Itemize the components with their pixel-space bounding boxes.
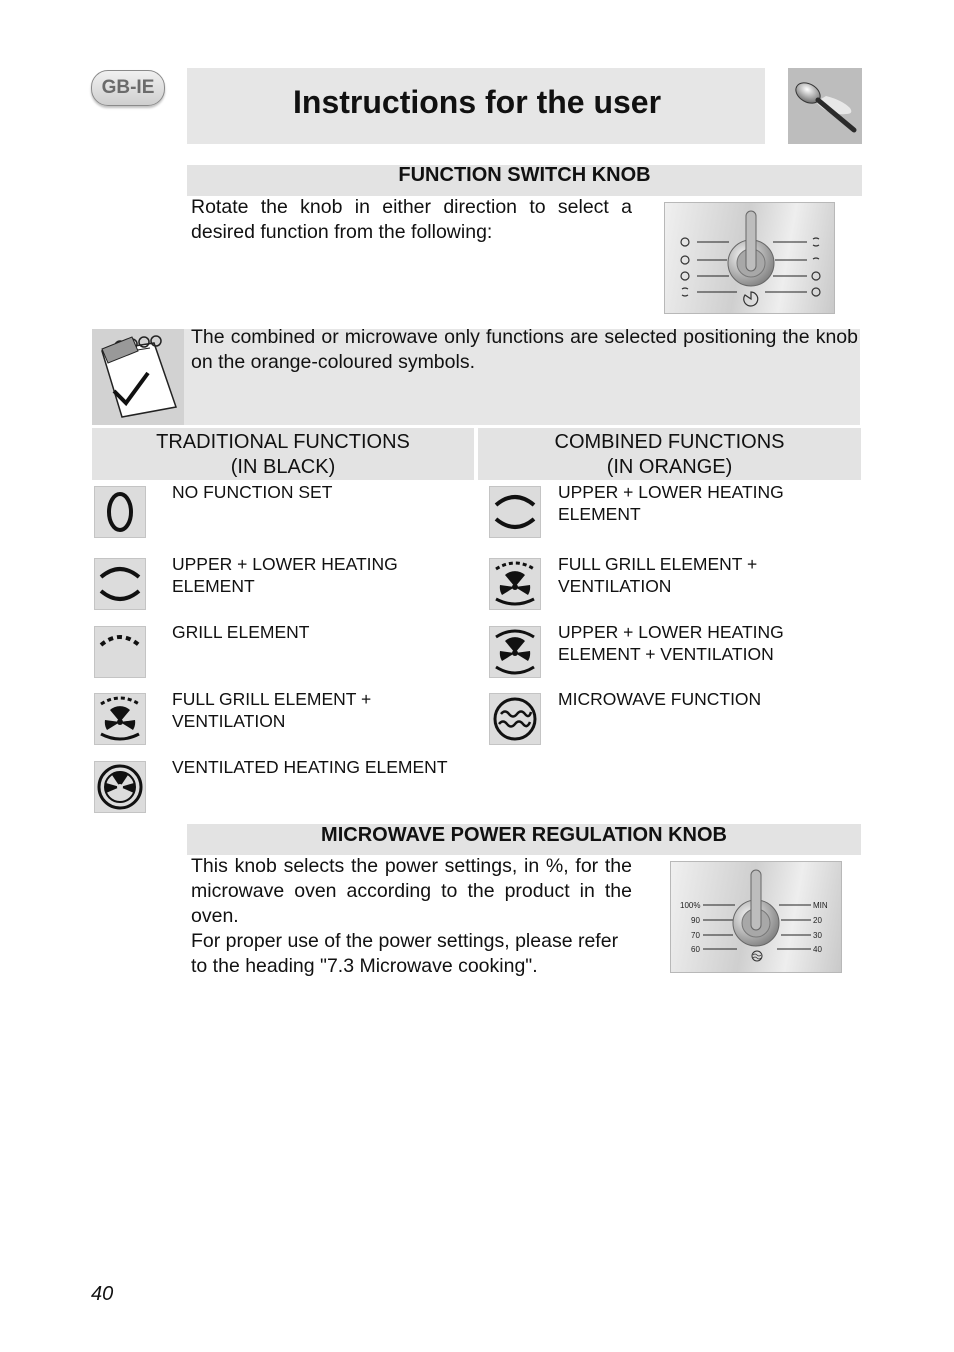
note-text: The combined or microwave only functions are selected positioning the knob on the orange-coloured symbols.	[191, 326, 858, 373]
combined-functions-heading	[478, 428, 861, 480]
traditional-label-2: UPPER + LOWER HEATING ELEMENT	[172, 554, 398, 596]
page-title: Instructions for the user	[293, 84, 662, 120]
power-label-left-1: 100%	[680, 901, 701, 910]
traditional-label-3: GRILL ELEMENT	[172, 622, 310, 642]
ventilated-heating-icon	[94, 761, 146, 813]
full-grill-ventilation-icon	[489, 558, 541, 610]
traditional-functions-heading	[92, 428, 474, 480]
language-badge: GB-IE	[91, 70, 165, 106]
notepad-icon	[92, 329, 184, 425]
power-knob-image	[670, 861, 842, 973]
upper-lower-heating-icon	[489, 486, 541, 538]
grill-element-icon	[94, 626, 146, 678]
spoon-logo-icon	[788, 68, 862, 144]
power-knob-text-1: This knob selects the power settings, in %, for the microwave oven according to the product in the oven.	[191, 855, 632, 927]
traditional-heading-line1: TRADITIONAL FUNCTIONS	[156, 431, 410, 453]
combined-heading-line2: (IN ORANGE)	[606, 456, 733, 478]
function-knob-description: Rotate the knob in either direction to select a desired function from the following:	[191, 196, 632, 243]
function-knob-image	[664, 202, 835, 314]
combined-label-4: MICROWAVE FUNCTION	[558, 689, 762, 709]
combined-label-3: UPPER + LOWER HEATING ELEMENT + VENTILATION	[558, 622, 784, 664]
combined-label-1: UPPER + LOWER HEATING ELEMENT	[558, 482, 784, 524]
power-knob-text-2: For proper use of the power settings, please refer to the heading "7.3 Microwave cooking".	[191, 930, 619, 977]
section-heading-power-knob: MICROWAVE POWER REGULATION KNOB	[187, 824, 861, 855]
power-label-left-3: 70	[691, 931, 700, 940]
traditional-label-5: VENTILATED HEATING ELEMENT	[172, 757, 448, 777]
section-heading-function-knob: FUNCTION SWITCH KNOB	[187, 165, 862, 196]
combined-heading-line1: COMBINED FUNCTIONS	[554, 431, 785, 453]
page-number: 40	[91, 1283, 114, 1305]
power-label-left-2: 90	[691, 916, 700, 925]
power-knob-description	[191, 854, 632, 979]
power-label-left-4: 60	[691, 945, 700, 954]
full-grill-ventilation-icon	[94, 693, 146, 745]
power-label-right-4: 40	[813, 945, 822, 954]
microwave-icon	[489, 693, 541, 745]
power-label-right-1: MIN	[813, 901, 828, 910]
no-function-icon	[94, 486, 146, 538]
traditional-heading-line2: (IN BLACK)	[230, 456, 336, 478]
power-label-right-2: 20	[813, 916, 822, 925]
traditional-label-1: NO FUNCTION SET	[172, 482, 333, 502]
upper-lower-ventilation-icon	[489, 626, 541, 678]
power-label-right-3: 30	[813, 931, 822, 940]
upper-lower-heating-icon	[94, 558, 146, 610]
combined-label-2: FULL GRILL ELEMENT + VENTILATION	[558, 554, 758, 596]
traditional-label-4: FULL GRILL ELEMENT + VENTILATION	[172, 689, 372, 731]
